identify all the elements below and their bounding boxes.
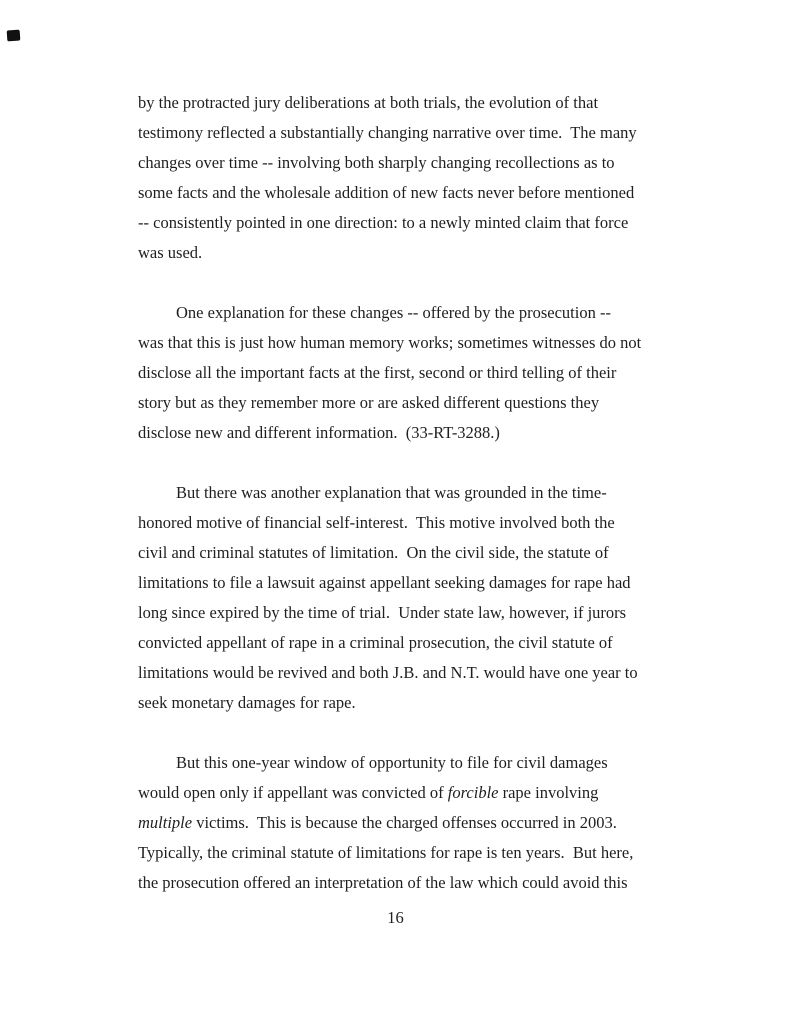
text-line: -- consistently pointed in one direction: to a newly minted claim that force (138, 213, 629, 232)
text-line: But this one-year window of opportunity to file for civil damages (176, 753, 608, 772)
text-line: civil and criminal statutes of limitation. On the civil side, the statute of (138, 543, 609, 562)
text-line: would open only if appellant was convicted of forcible rape involving (138, 783, 599, 802)
italic-text: forcible (447, 783, 499, 802)
text-line: convicted appellant of rape in a criminal prosecution, the civil statute of (138, 633, 613, 652)
paragraph (138, 478, 658, 718)
text-line: was used. (138, 243, 203, 262)
text-line: the prosecution offered an interpretation of the law which could avoid this (138, 873, 628, 892)
text-line: multiple victims. This is because the charged offenses occurred in 2003. (138, 813, 617, 832)
text-line: story but as they remember more or are asked different questions they (138, 393, 600, 412)
document-body (138, 88, 658, 898)
text-line: disclose new and different information. (33-RT-3288.) (138, 423, 500, 442)
text-line: One explanation for these changes -- offered by the prosecution -- (176, 303, 611, 322)
text-line: testimony reflected a substantially changing narrative over time. The many (138, 123, 637, 142)
paragraph (138, 88, 658, 268)
text-line: limitations would be revived and both J.B. and N.T. would have one year to (138, 663, 638, 682)
text-line: Typically, the criminal statute of limitations for rape is ten years. But here, (138, 843, 634, 862)
text-line: But there was another explanation that was grounded in the time- (176, 483, 607, 502)
scan-artifact-mark (7, 30, 21, 42)
text-line: was that this is just how human memory works; sometimes witnesses do not (138, 333, 642, 352)
text-line: honored motive of financial self-interest. This motive involved both the (138, 513, 615, 532)
text-line: disclose all the important facts at the first, second or third telling of their (138, 363, 617, 382)
text-line: limitations to file a lawsuit against appellant seeking damages for rape had (138, 573, 631, 592)
paragraph (138, 748, 658, 898)
page-number: 16 (387, 908, 404, 927)
italic-text: multiple (138, 813, 193, 832)
text-line: seek monetary damages for rape. (138, 693, 356, 712)
text-line: long since expired by the time of trial. Under state law, however, if jurors (138, 603, 627, 622)
text-line: some facts and the wholesale addition of new facts never before mentioned (138, 183, 635, 202)
paragraph (138, 298, 658, 448)
text-line: changes over time -- involving both sharply changing recollections as to (138, 153, 615, 172)
text-line: by the protracted jury deliberations at both trials, the evolution of that (138, 93, 599, 112)
